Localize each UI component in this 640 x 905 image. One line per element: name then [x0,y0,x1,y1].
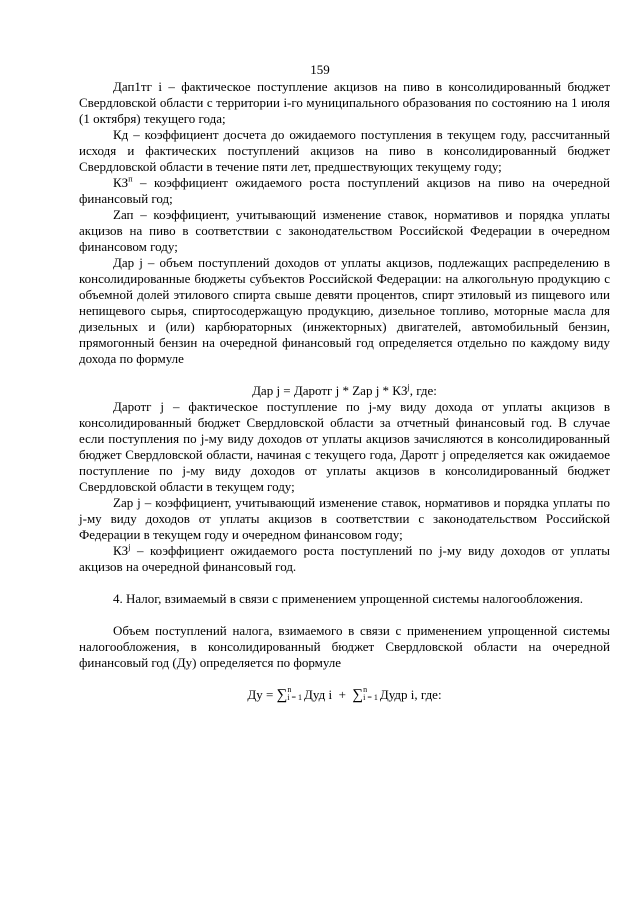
spacer [79,575,610,591]
spacer [79,671,610,687]
formula-du-lhs: Ду = [247,687,277,702]
paragraph-kd: Кд – коэффициент досчета до ожидаемого поступления в текущем году, рассчитанный исходя и фактических поступлений акцизов на пиво в консолидированный бюджет Свердловской области в течение пяти лет, предшествующих текущему году; [79,127,610,174]
sum-upper-limit: n [363,685,368,695]
sum-limits [363,686,378,702]
document-body [79,79,610,704]
page-number: 159 [310,62,330,77]
paragraph-darotg-j: Даротг j – фактическое поступление по j-му виду дохода от уплаты акцизов в консолидированный бюджет Свердловской области за отчетный финансовый год. В случае если поступления по j-му виду доходов от уплаты акцизов зачисляются в консолидированный бюджет Свердловской области, начиная с текущего года, Даротг j определяется как ожидаемое поступление по j-му виду доходов от уплаты акцизов в консолидированный бюджет Свердловской области в текущем году; [79,399,610,494]
sum-lower-limit: i = 1 [363,693,378,703]
paragraph-du: Объем поступлений налога, взимаемого в связи с применением упрощенной системы налогообложения, в консолидированный бюджет Свердловской области на очередной финансовый год (Ду) определяется по формуле [79,623,610,670]
formula-dar-j-superscript: j [407,382,410,392]
sum-lower-limit: i = 1 [287,693,303,703]
paragraph-kz-j [79,543,610,575]
formula-dar-j-main: Дар j = Даротг j * Zар j * КЗ [252,383,408,398]
kz-term: КЗ [113,175,129,190]
spacer [79,607,610,623]
formula-du-plus: + [332,687,353,702]
paragraph-zar-j: Zар j – коэффициент, учитывающий изменение ставок, нормативов и порядка уплаты по j-му виду доходов от уплаты акцизов в соответствии с законодательством Российской Федерации в текущем году и очередном финансовом году; [79,495,610,542]
paragraph-zap: Zап – коэффициент, учитывающий изменение ставок, нормативов и порядка уплаты акцизов на пиво в соответствии с законодательством Российской Федерации в очередном финансовом году; [79,207,610,254]
formula-du-term2: Дудр i, где: [379,687,442,702]
kz-j-superscript: j [128,542,131,552]
paragraph-dar-j: Дар j – объем поступлений доходов от уплаты акцизов, подлежащих распределению в консолидированные бюджеты субъектов Российской Федерации: на алкогольную продукцию с объемной долей этилового спирта свыше девяти процентов, спирт этиловый из пищевого или непищевого сырья, спиртосодержащую продукцию, дизельное топливо, моторные масла для дизельных и (или) карбюраторных (инжекторных) двигателей, автомобильный бензин, прямогонный бензин на очередной финансовый год определяется отдельно по каждому виду дохода по формуле [79,255,610,366]
kz-definition: – коэффициент ожидаемого роста поступлений акцизов на пиво на очередной финансовый год; [79,175,610,206]
formula-du-term1: Дуд i [304,687,333,702]
paragraph-kz-p [79,175,610,207]
sigma-symbol: ∑ [352,687,364,703]
kz-j-term: КЗ [113,543,129,558]
sum-term-1 [277,687,332,704]
sigma-symbol: ∑ [276,687,288,703]
section-heading-4: 4. Налог, взимаемый в связи с применением упрощенной системы налогообложения. [113,591,583,606]
formula-dar-j [79,383,610,399]
kz-j-definition: – коэффициент ожидаемого роста поступлений по j-му виду доходов от уплаты акцизов на очередной финансовый год. [79,543,610,574]
spacer [79,367,610,383]
sum-term-2 [352,687,441,704]
sum-limits [287,686,302,702]
kz-superscript: п [128,174,133,184]
formula-dar-j-tail: , где: [409,383,437,398]
paragraph-dap1tg: Дап1тг i – фактическое поступление акцизов на пиво в консолидированный бюджет Свердловской области с территории i-го муниципального образования по состоянию на 1 июля (1 октября) текущего года; [79,79,610,126]
sum-upper-limit: n [287,685,292,695]
formula-du [79,687,610,704]
